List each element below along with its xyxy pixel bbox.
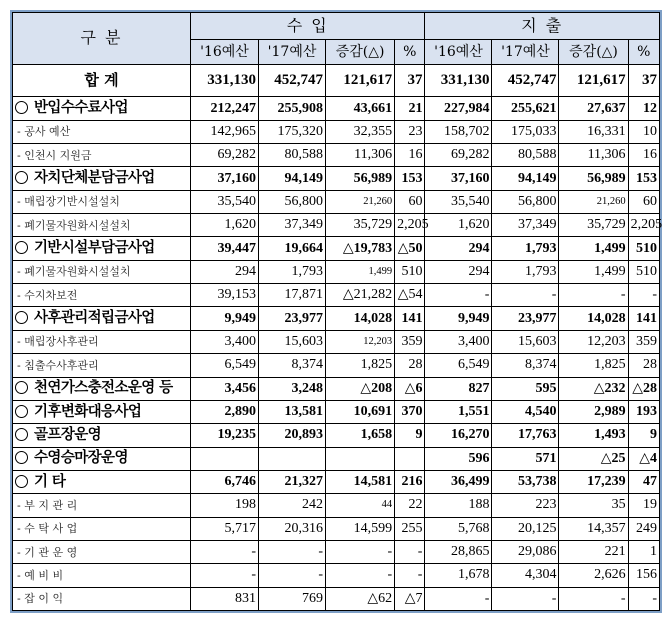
value-cell: 8,374 bbox=[259, 354, 326, 377]
row-label-text: - 수 탁 사 업 bbox=[17, 522, 78, 536]
subcategory-label bbox=[13, 540, 191, 563]
subcategory-row bbox=[13, 284, 660, 307]
value-cell: 141 bbox=[395, 307, 425, 330]
value-cell: 21,327 bbox=[259, 470, 326, 493]
value-cell: 9,949 bbox=[190, 307, 258, 330]
value-cell: 35,540 bbox=[425, 190, 492, 213]
category-row bbox=[13, 97, 660, 120]
header-income: 수 입 bbox=[190, 13, 425, 40]
value-cell: 1,620 bbox=[190, 214, 258, 237]
subcategory-label bbox=[13, 214, 191, 237]
row-label-text: - 기 관 운 영 bbox=[17, 545, 78, 559]
category-row bbox=[13, 237, 660, 260]
value-cell: 94,149 bbox=[492, 167, 559, 190]
row-label-text: - 매립장기반시설설치 bbox=[17, 195, 120, 209]
value-cell: - bbox=[559, 587, 628, 610]
col-header: % bbox=[628, 40, 659, 64]
value-cell: 6,746 bbox=[190, 470, 258, 493]
subcategory-row bbox=[13, 564, 660, 587]
value-cell: 1,825 bbox=[326, 354, 395, 377]
total-value: 452,747 bbox=[259, 64, 326, 97]
value-cell: 1 bbox=[628, 540, 659, 563]
value-cell: 158,702 bbox=[425, 120, 492, 143]
value-cell: - bbox=[326, 540, 395, 563]
col-header: '17예산 bbox=[492, 40, 559, 64]
row-label-text: 골프장운영 bbox=[34, 426, 102, 444]
circle-bullet-icon bbox=[15, 311, 28, 324]
value-cell: 2,890 bbox=[190, 400, 258, 423]
value-cell: 13,581 bbox=[259, 400, 326, 423]
value-cell: - bbox=[425, 587, 492, 610]
value-cell: 3,400 bbox=[425, 330, 492, 353]
value-cell: - bbox=[190, 564, 258, 587]
col-header: '16예산 bbox=[425, 40, 492, 64]
value-cell: △50 bbox=[395, 237, 425, 260]
value-cell: 35,729 bbox=[559, 214, 628, 237]
row-label-text: 기 타 bbox=[34, 472, 66, 490]
col-header: 증감(△) bbox=[326, 40, 395, 64]
value-cell: 32,355 bbox=[326, 120, 395, 143]
value-cell: 56,800 bbox=[259, 190, 326, 213]
row-label-text: - 예 비 비 bbox=[17, 568, 64, 582]
category-row bbox=[13, 470, 660, 493]
value-cell: 47 bbox=[628, 470, 659, 493]
value-cell: 56,800 bbox=[492, 190, 559, 213]
category-row bbox=[13, 447, 660, 470]
value-cell: 294 bbox=[425, 237, 492, 260]
value-cell: △25 bbox=[559, 447, 628, 470]
row-label-text: - 매립장사후관리 bbox=[17, 335, 99, 349]
value-cell: 29,086 bbox=[492, 540, 559, 563]
header-expense: 지 출 bbox=[425, 13, 660, 40]
value-cell: 370 bbox=[395, 400, 425, 423]
value-cell: 14,599 bbox=[326, 517, 395, 540]
category-label bbox=[13, 447, 191, 470]
value-cell: 28 bbox=[628, 354, 659, 377]
category-label bbox=[13, 470, 191, 493]
value-cell: 3,248 bbox=[259, 377, 326, 400]
circle-bullet-icon bbox=[15, 475, 28, 488]
value-cell: 255,908 bbox=[259, 97, 326, 120]
value-cell: 242 bbox=[259, 494, 326, 517]
subcategory-label bbox=[13, 284, 191, 307]
subcategory-label bbox=[13, 330, 191, 353]
circle-bullet-icon bbox=[15, 171, 28, 184]
value-cell: 227,984 bbox=[425, 97, 492, 120]
value-cell: 223 bbox=[492, 494, 559, 517]
subcategory-label bbox=[13, 587, 191, 610]
value-cell: 56,989 bbox=[326, 167, 395, 190]
value-cell: 17,871 bbox=[259, 284, 326, 307]
value-cell: 294 bbox=[425, 260, 492, 283]
subcategory-label bbox=[13, 190, 191, 213]
subcategory-label bbox=[13, 517, 191, 540]
col-header: '16예산 bbox=[190, 40, 258, 64]
value-cell: 37,160 bbox=[190, 167, 258, 190]
value-cell: - bbox=[492, 587, 559, 610]
circle-bullet-icon bbox=[15, 101, 28, 114]
value-cell: 1,658 bbox=[326, 424, 395, 447]
value-cell: 3,400 bbox=[190, 330, 258, 353]
value-cell: 12,203 bbox=[326, 330, 395, 353]
value-cell: - bbox=[559, 284, 628, 307]
value-cell: △19,783 bbox=[326, 237, 395, 260]
value-cell: △6 bbox=[395, 377, 425, 400]
category-row bbox=[13, 167, 660, 190]
row-label-text: - 폐기물자원화시설설치 bbox=[17, 265, 131, 279]
value-cell bbox=[395, 447, 425, 470]
subcategory-label bbox=[13, 144, 191, 167]
value-cell: 22 bbox=[395, 494, 425, 517]
value-cell: 510 bbox=[395, 260, 425, 283]
value-cell: 2,205 bbox=[628, 214, 659, 237]
row-label-text: 천연가스충전소운영 등 bbox=[34, 379, 173, 397]
total-value: 452,747 bbox=[492, 64, 559, 97]
value-cell: 156 bbox=[628, 564, 659, 587]
value-cell: 80,588 bbox=[492, 144, 559, 167]
row-label-text: - 부 지 관 리 bbox=[17, 498, 78, 512]
value-cell: 28 bbox=[395, 354, 425, 377]
row-label-text: 기반시설부담금사업 bbox=[34, 239, 155, 257]
col-header: % bbox=[395, 40, 425, 64]
row-label-text: - 잡 이 익 bbox=[17, 592, 64, 606]
value-cell: 1,620 bbox=[425, 214, 492, 237]
subcategory-label bbox=[13, 260, 191, 283]
budget-table bbox=[12, 12, 663, 611]
total-value: 121,617 bbox=[326, 64, 395, 97]
value-cell: 20,125 bbox=[492, 517, 559, 540]
circle-bullet-icon bbox=[15, 381, 28, 394]
value-cell: - bbox=[395, 540, 425, 563]
value-cell: 8,374 bbox=[492, 354, 559, 377]
value-cell: 14,581 bbox=[326, 470, 395, 493]
value-cell: 216 bbox=[395, 470, 425, 493]
value-cell: 1,499 bbox=[326, 260, 395, 283]
value-cell: 16,331 bbox=[559, 120, 628, 143]
value-cell: - bbox=[425, 284, 492, 307]
value-cell: 37,160 bbox=[425, 167, 492, 190]
value-cell: 6,549 bbox=[190, 354, 258, 377]
value-cell: 1,793 bbox=[492, 260, 559, 283]
value-cell: 510 bbox=[628, 237, 659, 260]
value-cell: 14,028 bbox=[326, 307, 395, 330]
circle-bullet-icon bbox=[15, 428, 28, 441]
value-cell: 10,691 bbox=[326, 400, 395, 423]
value-cell: 1,793 bbox=[259, 260, 326, 283]
value-cell: △28 bbox=[628, 377, 659, 400]
value-cell: 28,865 bbox=[425, 540, 492, 563]
value-cell: 359 bbox=[395, 330, 425, 353]
value-cell: 1,493 bbox=[559, 424, 628, 447]
value-cell: 60 bbox=[395, 190, 425, 213]
subcategory-label bbox=[13, 494, 191, 517]
value-cell: 571 bbox=[492, 447, 559, 470]
value-cell: 9 bbox=[395, 424, 425, 447]
category-label bbox=[13, 400, 191, 423]
value-cell: 1,793 bbox=[492, 237, 559, 260]
circle-bullet-icon bbox=[15, 241, 28, 254]
value-cell: 35,729 bbox=[326, 214, 395, 237]
value-cell: 255 bbox=[395, 517, 425, 540]
value-cell: 35,540 bbox=[190, 190, 258, 213]
value-cell: 1,499 bbox=[559, 260, 628, 283]
value-cell bbox=[259, 447, 326, 470]
category-row bbox=[13, 377, 660, 400]
value-cell: △208 bbox=[326, 377, 395, 400]
value-cell: 56,989 bbox=[559, 167, 628, 190]
value-cell: 16 bbox=[395, 144, 425, 167]
value-cell: 9 bbox=[628, 424, 659, 447]
value-cell: 5,717 bbox=[190, 517, 258, 540]
value-cell: 5,768 bbox=[425, 517, 492, 540]
value-cell: 19,235 bbox=[190, 424, 258, 447]
value-cell bbox=[326, 447, 395, 470]
value-cell: 142,965 bbox=[190, 120, 258, 143]
value-cell: - bbox=[326, 564, 395, 587]
value-cell: 193 bbox=[628, 400, 659, 423]
value-cell: 4,304 bbox=[492, 564, 559, 587]
value-cell: 43,661 bbox=[326, 97, 395, 120]
row-label-text: 반입수수료사업 bbox=[34, 99, 128, 117]
subcategory-row bbox=[13, 120, 660, 143]
value-cell: - bbox=[628, 587, 659, 610]
total-value: 331,130 bbox=[425, 64, 492, 97]
value-cell: 39,153 bbox=[190, 284, 258, 307]
subcategory-row bbox=[13, 540, 660, 563]
category-row bbox=[13, 424, 660, 447]
value-cell: 44 bbox=[326, 494, 395, 517]
value-cell: 69,282 bbox=[425, 144, 492, 167]
value-cell: 212,247 bbox=[190, 97, 258, 120]
value-cell: △62 bbox=[326, 587, 395, 610]
value-cell: 827 bbox=[425, 377, 492, 400]
value-cell: 153 bbox=[395, 167, 425, 190]
value-cell: 69,282 bbox=[190, 144, 258, 167]
value-cell: 21,260 bbox=[559, 190, 628, 213]
value-cell: 12 bbox=[628, 97, 659, 120]
value-cell: 9,949 bbox=[425, 307, 492, 330]
value-cell: 14,357 bbox=[559, 517, 628, 540]
value-cell: - bbox=[259, 564, 326, 587]
category-label bbox=[13, 307, 191, 330]
col-header: 증감(△) bbox=[559, 40, 628, 64]
value-cell: △232 bbox=[559, 377, 628, 400]
value-cell: 94,149 bbox=[259, 167, 326, 190]
subcategory-row bbox=[13, 144, 660, 167]
value-cell: - bbox=[259, 540, 326, 563]
header-category: 구 분 bbox=[13, 13, 191, 65]
total-row bbox=[13, 64, 660, 97]
value-cell: 359 bbox=[628, 330, 659, 353]
value-cell: - bbox=[395, 564, 425, 587]
value-cell: 596 bbox=[425, 447, 492, 470]
value-cell: 294 bbox=[190, 260, 258, 283]
row-label-text: - 공사 예산 bbox=[17, 125, 71, 139]
subcategory-row bbox=[13, 190, 660, 213]
value-cell: 23,977 bbox=[492, 307, 559, 330]
value-cell: 15,603 bbox=[259, 330, 326, 353]
value-cell: 36,499 bbox=[425, 470, 492, 493]
row-label-text: - 인천시 지원금 bbox=[17, 148, 92, 162]
value-cell: 19,664 bbox=[259, 237, 326, 260]
value-cell: 39,447 bbox=[190, 237, 258, 260]
subcategory-label bbox=[13, 354, 191, 377]
value-cell: 23 bbox=[395, 120, 425, 143]
circle-bullet-icon bbox=[15, 451, 28, 464]
row-label-text: 자치단체분담금사업 bbox=[34, 169, 155, 187]
value-cell: 510 bbox=[628, 260, 659, 283]
value-cell: - bbox=[190, 540, 258, 563]
subcategory-row bbox=[13, 330, 660, 353]
subcategory-row bbox=[13, 354, 660, 377]
total-value: 37 bbox=[628, 64, 659, 97]
value-cell: 153 bbox=[628, 167, 659, 190]
value-cell: 35 bbox=[559, 494, 628, 517]
value-cell: 249 bbox=[628, 517, 659, 540]
value-cell: 11,306 bbox=[326, 144, 395, 167]
col-header: '17예산 bbox=[259, 40, 326, 64]
value-cell: △7 bbox=[395, 587, 425, 610]
budget-table-frame bbox=[10, 10, 662, 613]
value-cell: 1,825 bbox=[559, 354, 628, 377]
value-cell: 80,588 bbox=[259, 144, 326, 167]
circle-bullet-icon bbox=[15, 405, 28, 418]
value-cell: 141 bbox=[628, 307, 659, 330]
subcategory-row bbox=[13, 214, 660, 237]
subcategory-row bbox=[13, 517, 660, 540]
value-cell: 16 bbox=[628, 144, 659, 167]
value-cell: 1,678 bbox=[425, 564, 492, 587]
category-label bbox=[13, 167, 191, 190]
value-cell bbox=[190, 447, 258, 470]
subcategory-label bbox=[13, 120, 191, 143]
subcategory-label bbox=[13, 564, 191, 587]
value-cell: 2,626 bbox=[559, 564, 628, 587]
value-cell: 769 bbox=[259, 587, 326, 610]
value-cell: 1,551 bbox=[425, 400, 492, 423]
value-cell: △21,282 bbox=[326, 284, 395, 307]
value-cell: 12,203 bbox=[559, 330, 628, 353]
category-row bbox=[13, 307, 660, 330]
row-label-text: - 침출수사후관리 bbox=[17, 358, 99, 372]
row-label-text: - 수지차보전 bbox=[17, 288, 78, 302]
total-value: 331,130 bbox=[190, 64, 258, 97]
value-cell: △54 bbox=[395, 284, 425, 307]
total-label: 합 계 bbox=[13, 64, 191, 97]
value-cell: - bbox=[492, 284, 559, 307]
category-label bbox=[13, 237, 191, 260]
value-cell: 20,893 bbox=[259, 424, 326, 447]
value-cell: 37,349 bbox=[492, 214, 559, 237]
value-cell: 16,270 bbox=[425, 424, 492, 447]
value-cell: 17,239 bbox=[559, 470, 628, 493]
total-value: 37 bbox=[395, 64, 425, 97]
value-cell: - bbox=[628, 284, 659, 307]
value-cell: 14,028 bbox=[559, 307, 628, 330]
value-cell: 21 bbox=[395, 97, 425, 120]
category-label bbox=[13, 424, 191, 447]
value-cell: 2,989 bbox=[559, 400, 628, 423]
value-cell: △4 bbox=[628, 447, 659, 470]
value-cell: 19 bbox=[628, 494, 659, 517]
value-cell: 20,316 bbox=[259, 517, 326, 540]
value-cell: 37,349 bbox=[259, 214, 326, 237]
value-cell: 1,499 bbox=[559, 237, 628, 260]
row-label-text: 사후관리적립금사업 bbox=[34, 309, 155, 327]
value-cell: 221 bbox=[559, 540, 628, 563]
value-cell: 15,603 bbox=[492, 330, 559, 353]
total-value: 121,617 bbox=[559, 64, 628, 97]
value-cell: 21,260 bbox=[326, 190, 395, 213]
value-cell: 11,306 bbox=[559, 144, 628, 167]
subcategory-row bbox=[13, 494, 660, 517]
value-cell: 175,320 bbox=[259, 120, 326, 143]
category-label bbox=[13, 97, 191, 120]
value-cell: 255,621 bbox=[492, 97, 559, 120]
value-cell: 175,033 bbox=[492, 120, 559, 143]
category-row bbox=[13, 400, 660, 423]
value-cell: 17,763 bbox=[492, 424, 559, 447]
row-label-text: 수영승마장운영 bbox=[34, 449, 128, 467]
value-cell: 3,456 bbox=[190, 377, 258, 400]
value-cell: 2,205 bbox=[395, 214, 425, 237]
value-cell: 4,540 bbox=[492, 400, 559, 423]
value-cell: 53,738 bbox=[492, 470, 559, 493]
value-cell: 6,549 bbox=[425, 354, 492, 377]
value-cell: 60 bbox=[628, 190, 659, 213]
row-label-text: - 폐기물자원화시설설치 bbox=[17, 218, 131, 232]
value-cell: 198 bbox=[190, 494, 258, 517]
value-cell: 27,637 bbox=[559, 97, 628, 120]
subcategory-row bbox=[13, 260, 660, 283]
value-cell: 23,977 bbox=[259, 307, 326, 330]
subcategory-row bbox=[13, 587, 660, 610]
value-cell: 10 bbox=[628, 120, 659, 143]
row-label-text: 기후변화대응사업 bbox=[34, 402, 142, 420]
value-cell: 188 bbox=[425, 494, 492, 517]
header-row-1 bbox=[13, 13, 660, 40]
category-label bbox=[13, 377, 191, 400]
value-cell: 831 bbox=[190, 587, 258, 610]
value-cell: 595 bbox=[492, 377, 559, 400]
